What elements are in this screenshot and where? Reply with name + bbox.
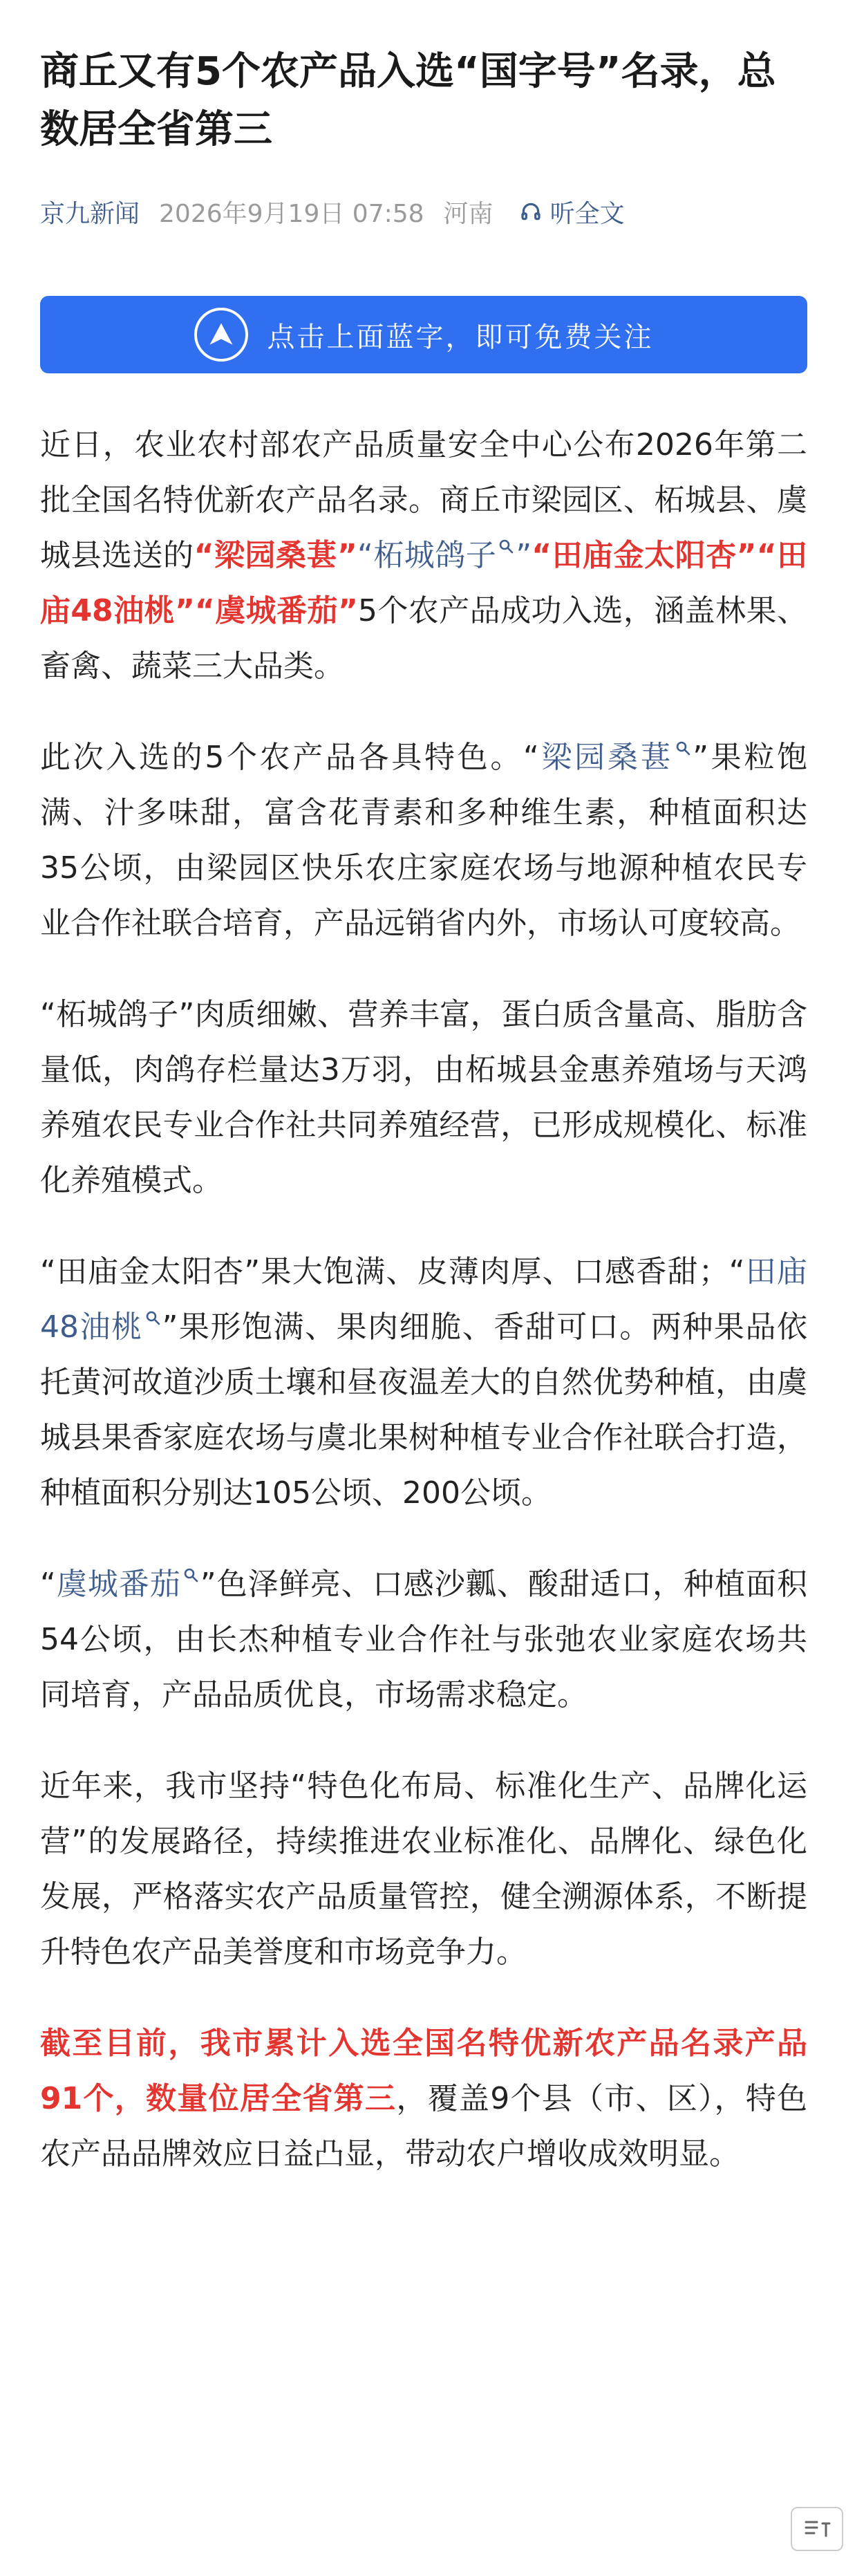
article-meta [40, 191, 807, 232]
paragraph-1 [40, 418, 807, 694]
search-icon[interactable] [144, 1309, 161, 1326]
product-tag-yucheng-tomato: “虞城番茄” [194, 593, 358, 628]
product-link-yucheng-tomato[interactable]: 虞城番茄 [55, 1567, 181, 1602]
search-icon[interactable] [182, 1567, 199, 1583]
product-link-tianmiao-nectarine[interactable]: 田庙48油桃 [40, 1254, 807, 1345]
paragraph-6: 近年来，我市坚持“特色化布局、标准化生产、品牌化运营”的发展路径，持续推进农业标准化、品牌化、绿色化发展，严格落实农产品质量管控，健全溯源体系，不断提升特色农产品美誉度和市场竞争力。 [40, 1768, 807, 1970]
paragraph-2 [40, 730, 807, 951]
source-name[interactable]: 京九新闻 [40, 199, 140, 228]
paragraph-text: “田庙金太阳杏”果大饱满、皮薄肉厚、口感香甜；“ [40, 1254, 745, 1289]
paragraph-text: ”色泽鲜亮、口感沙瓤、酸甜适口，种植面积54公顷，由长杰种植专业合作社与张弛农业家庭农场共同培育，产品品质优良，市场需求稳定。 [40, 1567, 808, 1712]
paragraph-7 [40, 2016, 807, 2182]
article-body [40, 418, 807, 2218]
product-link-liangyuan-mulberry[interactable]: 梁园桑葚 [538, 740, 674, 775]
listen-button[interactable] [520, 194, 625, 230]
text-size-button[interactable] [791, 2507, 843, 2551]
paragraph-text: 5个农产品成功入选，涵盖林果、畜禽、蔬菜三大品类。 [40, 593, 807, 684]
paragraph-5 [40, 1557, 807, 1723]
text-size-icon [802, 2517, 832, 2541]
listen-label: 听全文 [549, 199, 625, 228]
highlight-text: 我市累计入选全国名特优新农产品名录产品91个，数量位居全省第三 [40, 2026, 808, 2116]
search-icon[interactable] [675, 740, 691, 756]
paragraph-text: 此次入选的5个农产品各具特色。“ [40, 740, 539, 775]
product-link-zhecheng-pigeon-end: ” [516, 538, 532, 573]
publish-date: 2026年9月19日 07:58 [159, 199, 424, 228]
follow-banner[interactable] [40, 296, 807, 373]
arrow-up-circle-icon [194, 308, 248, 362]
paragraph-lead: 截至目前， [40, 2026, 200, 2061]
paragraph-text: “ [40, 1567, 56, 1602]
paragraph-text: ”果粒饱满、汁多味甜，富含花青素和多种维生素，种植面积达35公顷，由梁园区快乐农庄家庭农场与地源种植农民专业合作社联合培育，产品远销省内外，市场认可度较高。 [40, 740, 808, 941]
paragraph-text: ”果形饱满、果肉细脆、香甜可口。两种果品依托黄河故道沙质土壤和昼夜温差大的自然优势种植，由虞城县果香家庭农场与虞北果树种植专业合作社联合打造，种植面积分别达105公顷、200公顷。 [40, 1309, 807, 1511]
paragraph-text: ，覆盖9个县（市、区），特色农产品品牌效应日益凸显，带动农户增收成效明显。 [40, 2081, 808, 2172]
product-tag-liangyuan-mulberry: “梁园桑葚” [194, 538, 357, 573]
product-tag-tianmiao-nectarine: “田庙48油桃” [40, 538, 808, 628]
paragraph-3: “柘城鸽子”肉质细嫩、营养丰富，蛋白质含量高、脂肪含量低，肉鸽存栏量达3万羽，由柘城县金惠养殖场与天鸿养殖农民专业合作社共同养殖经营，已形成规模化、标准化养殖模式。 [40, 997, 807, 1198]
product-link-zhecheng-pigeon[interactable]: “柘城鸽子 [357, 538, 497, 573]
paragraph-text: 近日，农业农村部农产品质量安全中心公布2026年第二批全国名特优新农产品名录。商丘市梁园区、柘城县、虞城县选送的 [40, 427, 807, 573]
paragraph-4 [40, 1244, 807, 1521]
article-title: 商丘又有5个农产品入选“国字号”名录，总数居全省第三 [40, 49, 776, 152]
product-tag-tianmiao-apricot: “田庙金太阳杏” [532, 538, 757, 573]
publish-location: 河南 [443, 199, 494, 228]
headphones-icon [520, 200, 542, 223]
search-icon[interactable] [498, 538, 514, 554]
follow-banner-text: 点击上面蓝字，即可免费关注 [267, 321, 654, 353]
